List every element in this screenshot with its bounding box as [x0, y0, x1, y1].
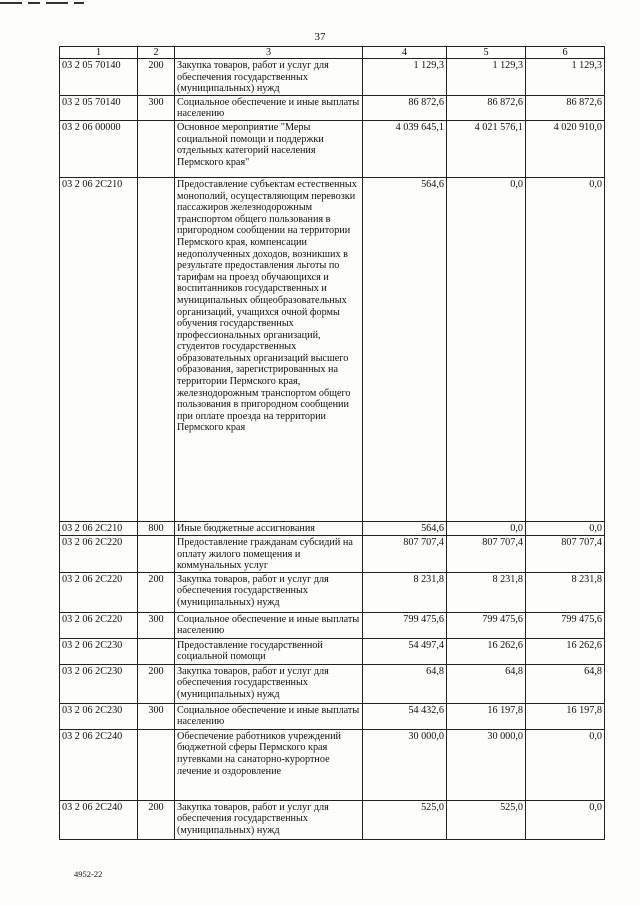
expense-type-code [138, 535, 175, 572]
amount-col-5: 16 197,8 [447, 703, 526, 729]
target-article-code: 03 2 06 2С220 [60, 612, 138, 638]
expense-type-code: 300 [138, 95, 175, 120]
expense-type-code: 200 [138, 664, 175, 703]
table-row [60, 521, 605, 535]
item-name: Предоставление гражданам субсидий на оплату жилого помещения и коммунальных услуг [175, 535, 363, 572]
table-row [60, 703, 605, 729]
table-row [60, 95, 605, 120]
item-name: Закупка товаров, работ и услуг для обеспечения государственных (муниципальных) нужд [175, 800, 363, 839]
table-row [60, 120, 605, 177]
amount-col-6: 86 872,6 [526, 95, 605, 120]
item-name: Социальное обеспечение и иные выплаты населению [175, 612, 363, 638]
column-header: 6 [526, 47, 605, 59]
expense-type-code [138, 177, 175, 521]
amount-col-5: 4 021 576,1 [447, 120, 526, 177]
amount-col-4: 799 475,6 [363, 612, 447, 638]
item-name: Закупка товаров, работ и услуг для обеспечения государственных (муниципальных) нужд [175, 572, 363, 612]
amount-col-5: 64,8 [447, 664, 526, 703]
amount-col-4: 54 432,6 [363, 703, 447, 729]
target-article-code: 03 2 06 00000 [60, 120, 138, 177]
item-name: Социальное обеспечение и иные выплаты населению [175, 95, 363, 120]
amount-col-5: 799 475,6 [447, 612, 526, 638]
document-code: 4952-22 [74, 869, 103, 879]
item-name: Основное мероприятие "Меры социальной помощи и поддержки отдельных категорий населения Пермского края" [175, 120, 363, 177]
amount-col-4: 54 497,4 [363, 638, 447, 664]
item-name: Иные бюджетные ассигнования [175, 521, 363, 535]
amount-col-6: 64,8 [526, 664, 605, 703]
amount-col-4: 564,6 [363, 521, 447, 535]
target-article-code: 03 2 06 2С220 [60, 572, 138, 612]
expense-type-code: 300 [138, 612, 175, 638]
table-row [60, 664, 605, 703]
column-header: 3 [175, 47, 363, 59]
amount-col-4: 86 872,6 [363, 95, 447, 120]
page-number: 37 [314, 31, 326, 43]
target-article-code: 03 2 06 2С240 [60, 800, 138, 839]
amount-col-5: 8 231,8 [447, 572, 526, 612]
budget-table [59, 46, 605, 840]
amount-col-6: 0,0 [526, 800, 605, 839]
amount-col-4: 64,8 [363, 664, 447, 703]
expense-type-code [138, 638, 175, 664]
amount-col-4: 8 231,8 [363, 572, 447, 612]
amount-col-6: 1 129,3 [526, 59, 605, 96]
amount-col-5: 16 262,6 [447, 638, 526, 664]
amount-col-5: 0,0 [447, 177, 526, 521]
amount-col-6: 799 475,6 [526, 612, 605, 638]
amount-col-5: 86 872,6 [447, 95, 526, 120]
amount-col-4: 1 129,3 [363, 59, 447, 96]
expense-type-code [138, 120, 175, 177]
amount-col-6: 16 262,6 [526, 638, 605, 664]
table-row [60, 612, 605, 638]
target-article-code: 03 2 05 70140 [60, 95, 138, 120]
table-row [60, 800, 605, 839]
table-row [60, 729, 605, 800]
amount-col-4: 525,0 [363, 800, 447, 839]
target-article-code: 03 2 06 2С210 [60, 521, 138, 535]
expense-type-code: 200 [138, 572, 175, 612]
item-name: Социальное обеспечение и иные выплаты населению [175, 703, 363, 729]
table-row [60, 59, 605, 96]
amount-col-6: 8 231,8 [526, 572, 605, 612]
table-row [60, 638, 605, 664]
amount-col-4: 30 000,0 [363, 729, 447, 800]
expense-type-code: 200 [138, 800, 175, 839]
amount-col-6: 0,0 [526, 177, 605, 521]
expense-type-code: 300 [138, 703, 175, 729]
amount-col-6: 0,0 [526, 729, 605, 800]
target-article-code: 03 2 06 2С230 [60, 638, 138, 664]
expense-type-code [138, 729, 175, 800]
amount-col-4: 564,6 [363, 177, 447, 521]
target-article-code: 03 2 05 70140 [60, 59, 138, 96]
table-row [60, 572, 605, 612]
amount-col-6: 16 197,8 [526, 703, 605, 729]
item-name: Предоставление государственной социальной помощи [175, 638, 363, 664]
amount-col-6: 0,0 [526, 521, 605, 535]
column-header: 2 [138, 47, 175, 59]
target-article-code: 03 2 06 2С220 [60, 535, 138, 572]
amount-col-5: 525,0 [447, 800, 526, 839]
item-name: Закупка товаров, работ и услуг для обеспечения государственных (муниципальных) нужд [175, 59, 363, 96]
table-row [60, 535, 605, 572]
amount-col-5: 1 129,3 [447, 59, 526, 96]
column-header: 1 [60, 47, 138, 59]
amount-col-4: 4 039 645,1 [363, 120, 447, 177]
table-row [60, 177, 605, 521]
column-header: 4 [363, 47, 447, 59]
amount-col-6: 807 707,4 [526, 535, 605, 572]
target-article-code: 03 2 06 2С240 [60, 729, 138, 800]
item-name: Предоставление субъектам естественных монополий, осуществляющим перевозки пассажиров железнодорожным транспортом общего пользования в пригородном сообщении на территории Пермского края, компенсации недополученных доходов, возникших в результате предоставления льготы по тарифам на проезд обучающихся и воспитанников государственных и муниципальных общеобразовательных организаций, учащихся очной формы обучения государственных профессиональных организаций, студентов государственных образовательных организаций высшего образования, зарегистрированных на территории Пермского края, железнодорожным транспортом общего пользования в пригородном сообщении при оплате проезда на территории Пермского края [175, 177, 363, 521]
amount-col-5: 30 000,0 [447, 729, 526, 800]
target-article-code: 03 2 06 2С230 [60, 703, 138, 729]
expense-type-code: 800 [138, 521, 175, 535]
amount-col-5: 0,0 [447, 521, 526, 535]
item-name: Закупка товаров, работ и услуг для обеспечения государственных (муниципальных) нужд [175, 664, 363, 703]
scan-artifact [0, 0, 110, 6]
amount-col-4: 807 707,4 [363, 535, 447, 572]
item-name: Обеспечение работников учреждений бюджетной сферы Пермского края путевками на санаторно-курортное лечение и оздоровление [175, 729, 363, 800]
amount-col-5: 807 707,4 [447, 535, 526, 572]
amount-col-6: 4 020 910,0 [526, 120, 605, 177]
header-row [60, 47, 605, 59]
expense-type-code: 200 [138, 59, 175, 96]
column-header: 5 [447, 47, 526, 59]
target-article-code: 03 2 06 2С230 [60, 664, 138, 703]
target-article-code: 03 2 06 2С210 [60, 177, 138, 521]
